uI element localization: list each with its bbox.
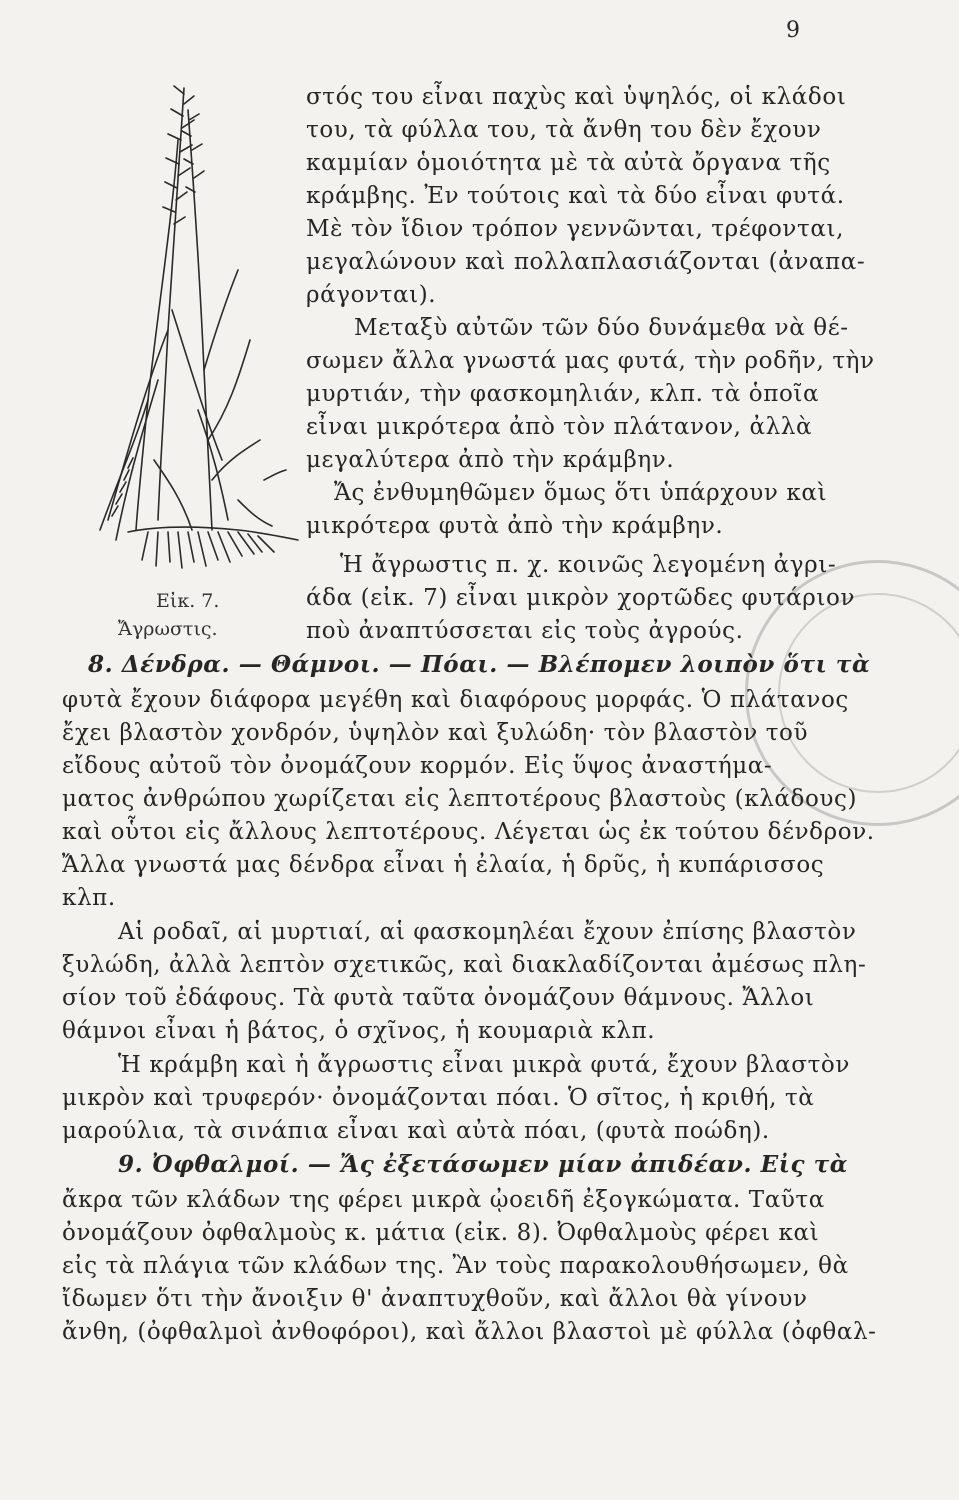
text-line: μεγαλύτερα ἀπὸ τὴν κράμβην.	[306, 447, 675, 473]
text-line: καὶ οὗτοι εἰς ἄλλους λεπτοτέρους. Λέγεται ὡς ἐκ τούτου δένδρον.	[62, 819, 875, 845]
text-line: Μεταξὺ αὐτῶν τῶν δύο δυνάμεθα νὰ θέ-	[354, 315, 849, 341]
text-line: ποὺ ἀναπτύσσεται εἰς τοὺς ἀγρούς.	[306, 618, 744, 644]
text-line: μεγαλώνουν καὶ πολλαπλασιάζονται (ἀναπα-	[306, 249, 866, 275]
text-line: ξυλώδη, ἀλλὰ λεπτὸν σχετικῶς, καὶ διακλαδίζονται ἀμέσως πλη-	[62, 952, 867, 978]
text-line: ράγονται).	[306, 282, 437, 308]
text-line: εἰς τὰ πλάγια τῶν κλάδων της. Ἂν τοὺς παρακολουθήσωμεν, θὰ	[62, 1253, 849, 1279]
text-line: στός του εἶναι παχὺς καὶ ὑψηλός, οἱ κλάδοι	[306, 84, 847, 110]
text-line: θάμνοι εἶναι ἡ βάτος, ὁ σχῖνος, ἡ κουμαριὰ κλπ.	[62, 1018, 656, 1044]
text-line: Μὲ τὸν ἴδιον τρόπον γεννῶνται, τρέφονται,	[306, 216, 844, 242]
text-line: άδα (εἰκ. 7) εἶναι μικρὸν χορτῶδες φυτάριον	[306, 585, 856, 611]
text-line: Ἄλλα γνωστά μας δένδρα εἶναι ἡ ἐλαία, ἡ δρῦς, ἡ κυπάρισσος	[62, 852, 825, 878]
section-9-line: 9. Ὀφθαλμοί. — Ἄς ἐξετάσωμεν μίαν ἀπιδέαν. Εἰς τὰ	[118, 1151, 849, 1178]
section-8-line: 8. Δένδρα. — Θάμνοι. — Πόαι. — Βλέπομεν λοιπὸν ὅτι τὰ	[88, 651, 871, 678]
text-line: Ἡ κράμβη καὶ ἡ ἄγρωστις εἶναι μικρὰ φυτά, ἔχουν βλαστὸν	[118, 1052, 850, 1078]
figure-caption-number: Εἰκ. 7.	[156, 590, 220, 612]
text-line: ἔχει βλαστὸν χονδρόν, ὑψηλὸν καὶ ξυλώδη· τὸν βλαστὸν τοῦ	[62, 720, 809, 746]
text-line: Ἡ ἄγρωστις π. χ. κοινῶς λεγομένη ἀγρι-	[340, 552, 837, 578]
text-line: φυτὰ ἔχουν διάφορα μεγέθη καὶ διαφόρους μορφάς. Ὁ πλάτανος	[62, 687, 849, 713]
text-line: μυρτιάν, τὴν φασκομηλιάν, κλπ. τὰ ὁποῖα	[306, 381, 820, 407]
text-line: κλπ.	[62, 885, 116, 911]
text-line: σωμεν ἄλλα γνωστά μας φυτά, τὴν ροδῆν, τὴν	[306, 348, 875, 374]
text-line: ἄκρα τῶν κλάδων της φέρει μικρὰ ᾠοειδῆ ἐξογκώματα. Ταῦτα	[62, 1187, 825, 1213]
text-line: Αἱ ροδαῖ, αἱ μυρτιαί, αἱ φασκομηλέαι ἔχουν ἐπίσης βλαστὸν	[118, 919, 857, 945]
text-line: κράμβης. Ἐν τούτοις καὶ τὰ δύο εἶναι φυτά.	[306, 183, 845, 209]
figure-caption-name: Ἄγρωστις.	[118, 618, 218, 640]
text-line: μαρούλια, τὰ σινάπια εἶναι καὶ αὐτὰ πόαι, (φυτὰ ποώδη).	[62, 1118, 770, 1144]
agrostis-illustration	[88, 80, 318, 580]
text-line: σίον τοῦ ἐδάφους. Τὰ φυτὰ ταῦτα ὀνομάζουν θάμνους. Ἄλλοι	[62, 985, 815, 1011]
text-line: εἴδους αὐτοῦ τὸν ὀνομάζουν κορμόν. Εἰς ὕψος ἀναστήμα-	[62, 753, 773, 779]
text-line: ἴδωμεν ὅτι τὴν ἄνοιξιν θ' ἀναπτυχθοῦν, καὶ ἄλλοι θὰ γίνουν	[62, 1286, 808, 1312]
text-line: ματος ἀνθρώπου χωρίζεται εἰς λεπτοτέρους βλαστοὺς (κλάδους)	[62, 786, 858, 812]
text-line: ἄνθη, (ὀφθαλμοὶ ἀνθοφόροι), καὶ ἄλλοι βλαστοὶ μὲ φύλλα (ὀφθαλ-	[62, 1319, 877, 1345]
text-line: του, τὰ φύλλα του, τὰ ἄνθη του δὲν ἔχουν	[306, 117, 822, 143]
text-line: μικρότερα φυτὰ ἀπὸ τὴν κράμβην.	[306, 513, 724, 539]
text-line: μικρὸν καὶ τρυφερόν· ὀνομάζονται πόαι. Ὁ σῖτος, ἡ κριθή, τὰ	[62, 1085, 815, 1111]
text-line: εἶναι μικρότερα ἀπὸ τὸν πλάτανον, ἀλλὰ	[306, 414, 813, 440]
text-line: ὀνομάζουν ὀφθαλμοὺς κ. μάτια (εἰκ. 8). Ὀφθαλμοὺς φέρει καὶ	[62, 1220, 820, 1246]
text-line: καμμίαν ὁμοιότητα μὲ τὰ αὐτὰ ὄργανα τῆς	[306, 150, 831, 176]
text-line: Ἄς ἐνθυμηθῶμεν ὅμως ὅτι ὑπάρχουν καὶ	[334, 480, 828, 506]
page-number: 9	[786, 18, 800, 43]
